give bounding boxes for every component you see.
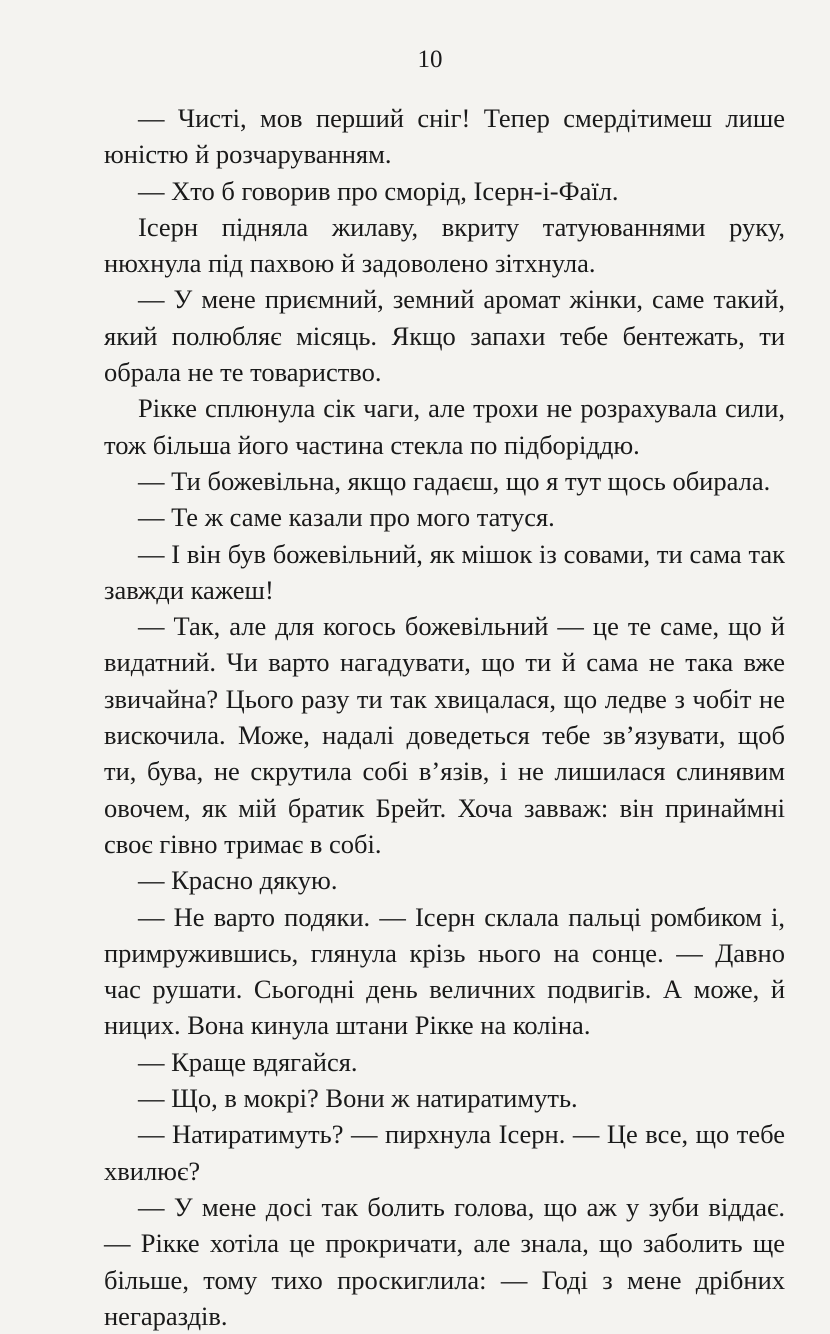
paragraph: — Так, але для когось божевільний — це те саме, що й видатний. Чи варто нагадувати, що ти й сама не така вже звичайна? Цього разу ти так хвицалася, що ледве з чобіт не вискочила. Може, надалі доведеться тебе зв’язувати, щоб ти, бува, не скрутила собі в’язів, і не лишилася слинявим овочем, як мій братик Брейт. Хоча завваж: він принаймні своє гівно тримає в собі. — [104, 611, 785, 859]
paragraph: — У мене досі так болить голова, що аж у зуби віддає. — Рікке хотіла це прокричати, але знала, що заболить ще більше, тому тихо проскиглила: — Годі з мене дрібних негараздів. — [104, 1191, 785, 1331]
page-number: 10 — [417, 46, 443, 73]
paragraph: — Чисті, мов перший сніг! Тепер смердітимеш лише юністю й розчаруванням. — [104, 103, 785, 170]
paragraph: — Хто б говорив про сморід, Ісерн-і-Фаїл. — [138, 175, 619, 206]
paragraph: — Те ж саме казали про мого татуся. — [138, 502, 555, 533]
paragraph: — Краще вдягайся. — [138, 1046, 358, 1077]
paragraph: Рікке сплюнула сік чаги, але трохи не розрахувала сили, тож більша його частина стекла по підборіддю. — [104, 393, 785, 460]
paragraph: — Що, в мокрі? Вони ж натиратимуть. — [138, 1083, 578, 1114]
body-text — [104, 100, 785, 1334]
paragraph: — Не варто подяки. — Ісерн склала пальці ромбиком і, примружившись, глянула крізь нього на сонце. — Давно час рушати. Сьогодні день величних подвигів. А може, й ницих. Вона кинула штани Рікке на коліна. — [104, 901, 785, 1041]
paragraph: Ісерн підняла жилаву, вкриту татуюваннями руку, нюхнула під пахвою й задоволено зітхнула. — [104, 211, 785, 279]
paragraph: — Ти божевільна, якщо гадаєш, що я тут щось обирала. — [138, 465, 771, 496]
paragraph: — Красно дякую. — [138, 865, 338, 896]
paragraph: — У мене приємний, земний аромат жінки, саме такий, який полюбляє місяць. Якщо запахи тебе бентежать, ти обрала не те товариство. — [104, 284, 785, 388]
paragraph: — І він був божевільний, як мішок із совами, ти сама так завжди кажеш! — [104, 538, 785, 605]
paragraph: — Натиратимуть? — пирхнула Ісерн. — Це все, що тебе хвилює? — [104, 1119, 785, 1186]
